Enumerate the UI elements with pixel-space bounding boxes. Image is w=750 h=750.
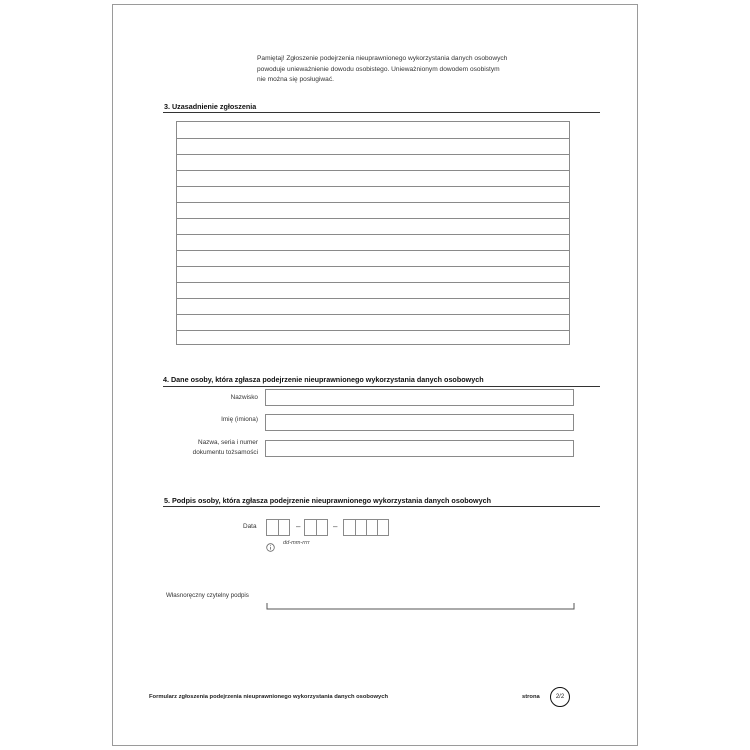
date-digit-cell xyxy=(278,520,289,535)
section-3-rule xyxy=(163,112,600,113)
textarea-line xyxy=(177,218,569,219)
date-digit-cell xyxy=(267,520,278,535)
surname-label: Nazwisko xyxy=(230,394,258,401)
footer-page-word: strona xyxy=(522,694,540,700)
footer-form-name: Formularz zgłoszenia podejrzenia nieuprawnionego wykorzystania danych osobowych xyxy=(149,694,389,700)
notice-line-3: nie można się posługiwać. xyxy=(257,76,334,83)
textarea-line xyxy=(177,250,569,251)
section-5-title: 5. Podpis osoby, która zgłasza podejrzenie nieuprawnionego wykorzystania danych osobowych xyxy=(164,496,491,505)
date-month-input[interactable] xyxy=(304,519,328,536)
id-document-input[interactable] xyxy=(265,440,574,457)
section-5-rule xyxy=(163,506,600,507)
section-3-title: 3. Uzasadnienie zgłoszenia xyxy=(164,102,257,111)
textarea-line xyxy=(177,314,569,315)
notice-text xyxy=(257,54,557,86)
justification-textarea[interactable] xyxy=(176,121,570,345)
date-label: Data xyxy=(243,523,257,530)
textarea-line xyxy=(177,202,569,203)
date-digit-cell xyxy=(316,520,327,535)
textarea-line xyxy=(177,186,569,187)
section-4-title: 4. Dane osoby, która zgłasza podejrzenie nieuprawnionego wykorzystania danych osobowych xyxy=(163,375,484,384)
textarea-line xyxy=(177,298,569,299)
notice-line-1: Pamiętaj! Zgłoszenie podejrzenia nieuprawnionego wykorzystania danych osobowych xyxy=(257,55,508,62)
textarea-line xyxy=(177,170,569,171)
section-4-rule xyxy=(163,386,600,387)
first-name-label: Imię (imiona) xyxy=(221,416,258,423)
surname-input[interactable] xyxy=(265,389,574,406)
id-document-label-line-1: Nazwa, seria i numer xyxy=(197,439,258,446)
signature-label: Własnoręczny czytelny podpis xyxy=(166,592,249,599)
textarea-line xyxy=(177,234,569,235)
page-number-badge xyxy=(550,687,570,707)
date-digit-cell xyxy=(355,520,366,535)
id-document-label-line-2: dokumentu tożsamości xyxy=(192,448,258,456)
date-digit-cell xyxy=(344,520,355,535)
notice-line-2: powoduje unieważnienie dowodu osobistego. Unieważnionym dowodem osobistym xyxy=(257,65,500,73)
textarea-line xyxy=(177,154,569,155)
textarea-line xyxy=(177,282,569,283)
date-day-input[interactable] xyxy=(266,519,290,536)
textarea-line xyxy=(177,138,569,139)
date-digit-cell xyxy=(305,520,316,535)
date-year-input[interactable] xyxy=(343,519,389,536)
signature-field[interactable] xyxy=(266,597,575,604)
date-format-hint: dd-mm-rrrr xyxy=(283,540,310,546)
date-separator: – xyxy=(333,522,338,531)
textarea-line xyxy=(177,330,569,331)
id-document-label xyxy=(118,438,258,457)
form-page xyxy=(112,4,638,746)
first-name-input[interactable] xyxy=(265,414,574,431)
date-digit-cell xyxy=(377,520,388,535)
textarea-line xyxy=(177,266,569,267)
date-separator: – xyxy=(296,522,301,531)
info-circle-icon xyxy=(266,539,275,548)
page-number: 2/2 xyxy=(555,694,565,700)
date-digit-cell xyxy=(366,520,377,535)
